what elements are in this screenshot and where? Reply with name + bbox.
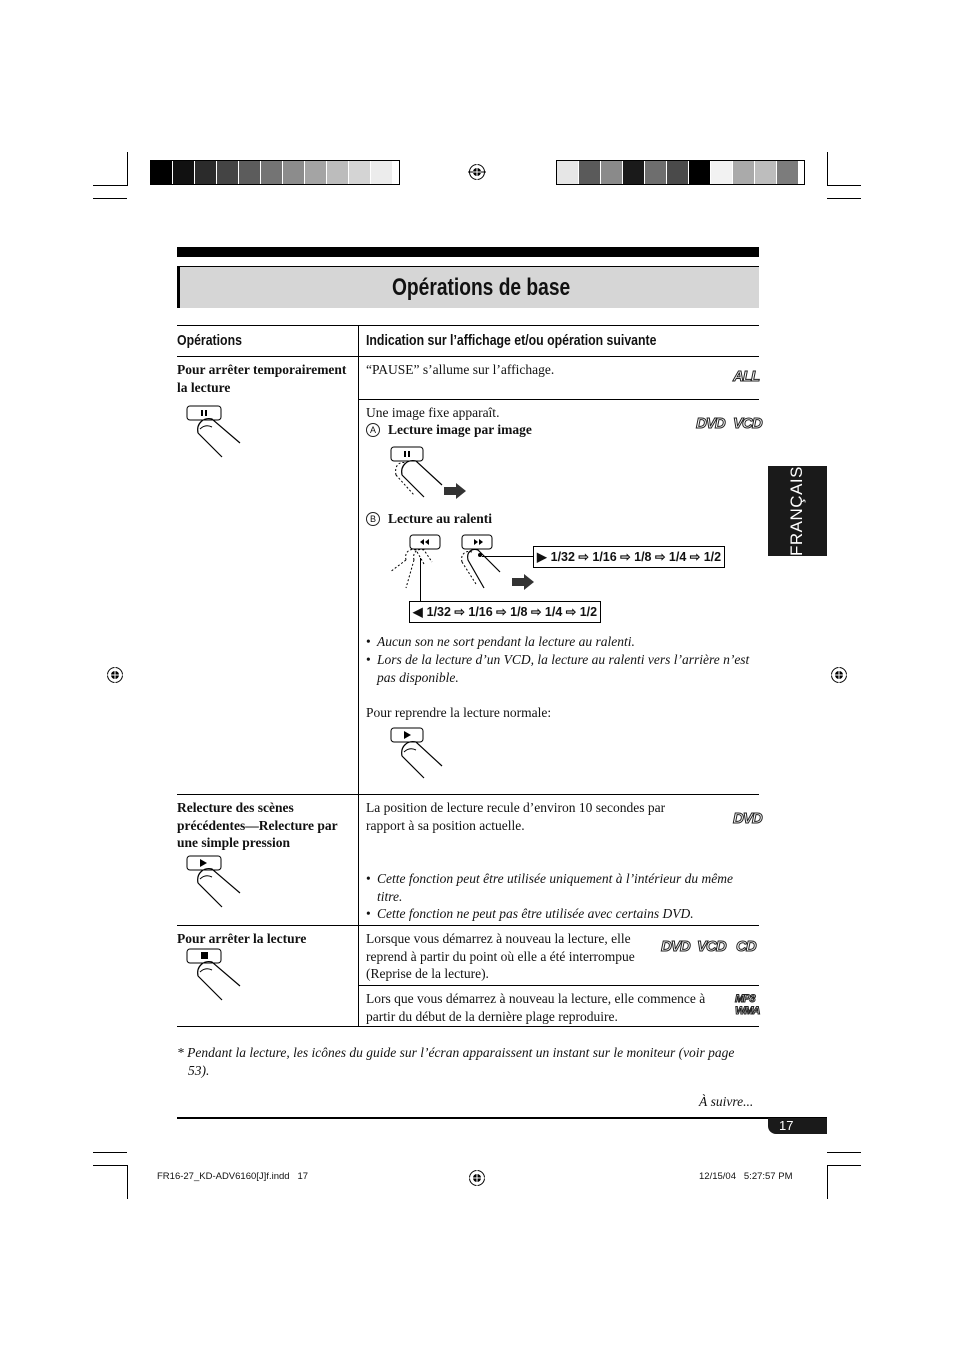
- registration-target-icon: [106, 666, 124, 684]
- slow-motion-heading: [366, 510, 492, 528]
- replay-note-2: • Cette fonction ne peut pas être utilisée avec certains DVD.: [366, 906, 694, 921]
- title-rule: [177, 247, 759, 257]
- col-header-indication: Indication sur l’affichage et/ou opération suivante: [366, 332, 657, 349]
- frame-by-frame-heading: [366, 421, 532, 439]
- col-header-operations: Opérations: [177, 332, 242, 349]
- language-tab-label: FRANÇAIS: [787, 466, 806, 556]
- page-number-bar: [768, 1118, 827, 1134]
- slow-motion-fingers-icon: [386, 532, 546, 594]
- vcd-badge-stop: VCD: [697, 938, 726, 955]
- slow-note-2: • Lors de la lecture d’un VCD, la lecture au ralenti vers l’arrière n’est pas disponible.: [366, 652, 750, 685]
- stop-text-resume: Lorsque vous démarrez à nouveau la lecture, elle reprend à partir du point où elle a été interrompue (Reprise de la lecture).: [366, 931, 635, 981]
- dvd-badge-replay: DVD: [733, 810, 762, 827]
- reverse-slow-sequence: ◀ 1/32 ⇨ 1/16 ⇨ 1/8 ⇨ 1/4 ⇨ 1/2: [409, 601, 601, 623]
- stop-finger-icon: [186, 948, 244, 1002]
- forward-sequence-text: 1/32 ⇨ 1/16 ⇨ 1/8 ⇨ 1/4 ⇨ 1/2: [550, 550, 722, 564]
- pause-display-text: “PAUSE” s’allume sur l’affichage.: [366, 362, 555, 377]
- footer-date-info: 12/15/04 5:27:57 PM: [699, 1171, 793, 1182]
- vcd-badge: VCD: [733, 415, 762, 432]
- pause-finger-icon: [186, 405, 244, 459]
- frame-label: Lecture image par image: [388, 422, 532, 437]
- forward-slow-sequence: ▶ 1/32 ⇨ 1/16 ⇨ 1/8 ⇨ 1/4 ⇨ 1/2: [533, 546, 725, 568]
- continued-text: À suivre...: [699, 1094, 754, 1109]
- all-badge: ALL: [733, 368, 760, 385]
- replay-text: La position de lecture recule d’environ 10 secondes par rapport à sa position actuelle.: [366, 800, 666, 833]
- registration-target-icon: [468, 1169, 486, 1187]
- pause-label: Pour arrêter temporairement la lecture: [177, 362, 347, 395]
- slow-note-1: • Aucun son ne sort pendant la lecture au ralenti.: [366, 634, 635, 649]
- cd-badge-stop: CD: [736, 938, 756, 955]
- replay-finger-icon: [186, 855, 244, 909]
- play-finger-icon: [386, 726, 446, 780]
- page-number: 17: [779, 1118, 794, 1133]
- pause-finger-press-icon: [386, 445, 468, 499]
- page-title: Opérations de base: [392, 274, 571, 301]
- color-bar-right: [556, 160, 805, 185]
- stop-label: Pour arrêter la lecture: [177, 931, 307, 946]
- still-image-text: Une image fixe apparaît.: [366, 405, 500, 420]
- marker-a: A: [366, 423, 380, 437]
- mp3-badge: MP3: [735, 993, 755, 1005]
- dvd-badge-stop: DVD: [661, 938, 690, 955]
- color-bar-left: [150, 160, 400, 185]
- registration-target-icon: [468, 163, 486, 181]
- slow-label: Lecture au ralenti: [388, 511, 492, 526]
- replay-label: Relecture des scènes précédentes—Relecture par une simple pression: [177, 800, 338, 850]
- footnote: * Pendant la lecture, les icônes du guide sur l’écran apparaissent un instant sur le moniteur (voir page 53).: [177, 1045, 735, 1078]
- footer-file-info: FR16-27_KD-ADV6160[J]f.indd 17: [157, 1171, 309, 1182]
- resume-text: Pour reprendre la lecture normale:: [366, 705, 552, 720]
- stop-text-restart: Lors que vous démarrez à nouveau la lecture, elle commence à partir du début de la dernière plage reproduire.: [366, 991, 706, 1024]
- wma-badge: WMA: [735, 1005, 760, 1017]
- reverse-sequence-text: 1/32 ⇨ 1/16 ⇨ 1/8 ⇨ 1/4 ⇨ 1/2: [426, 605, 598, 619]
- registration-target-icon: [830, 666, 848, 684]
- marker-b: B: [366, 512, 380, 526]
- replay-note-1: • Cette fonction peut être utilisée uniquement à l’intérieur du même titre.: [366, 871, 734, 904]
- dvd-badge: DVD: [696, 415, 725, 432]
